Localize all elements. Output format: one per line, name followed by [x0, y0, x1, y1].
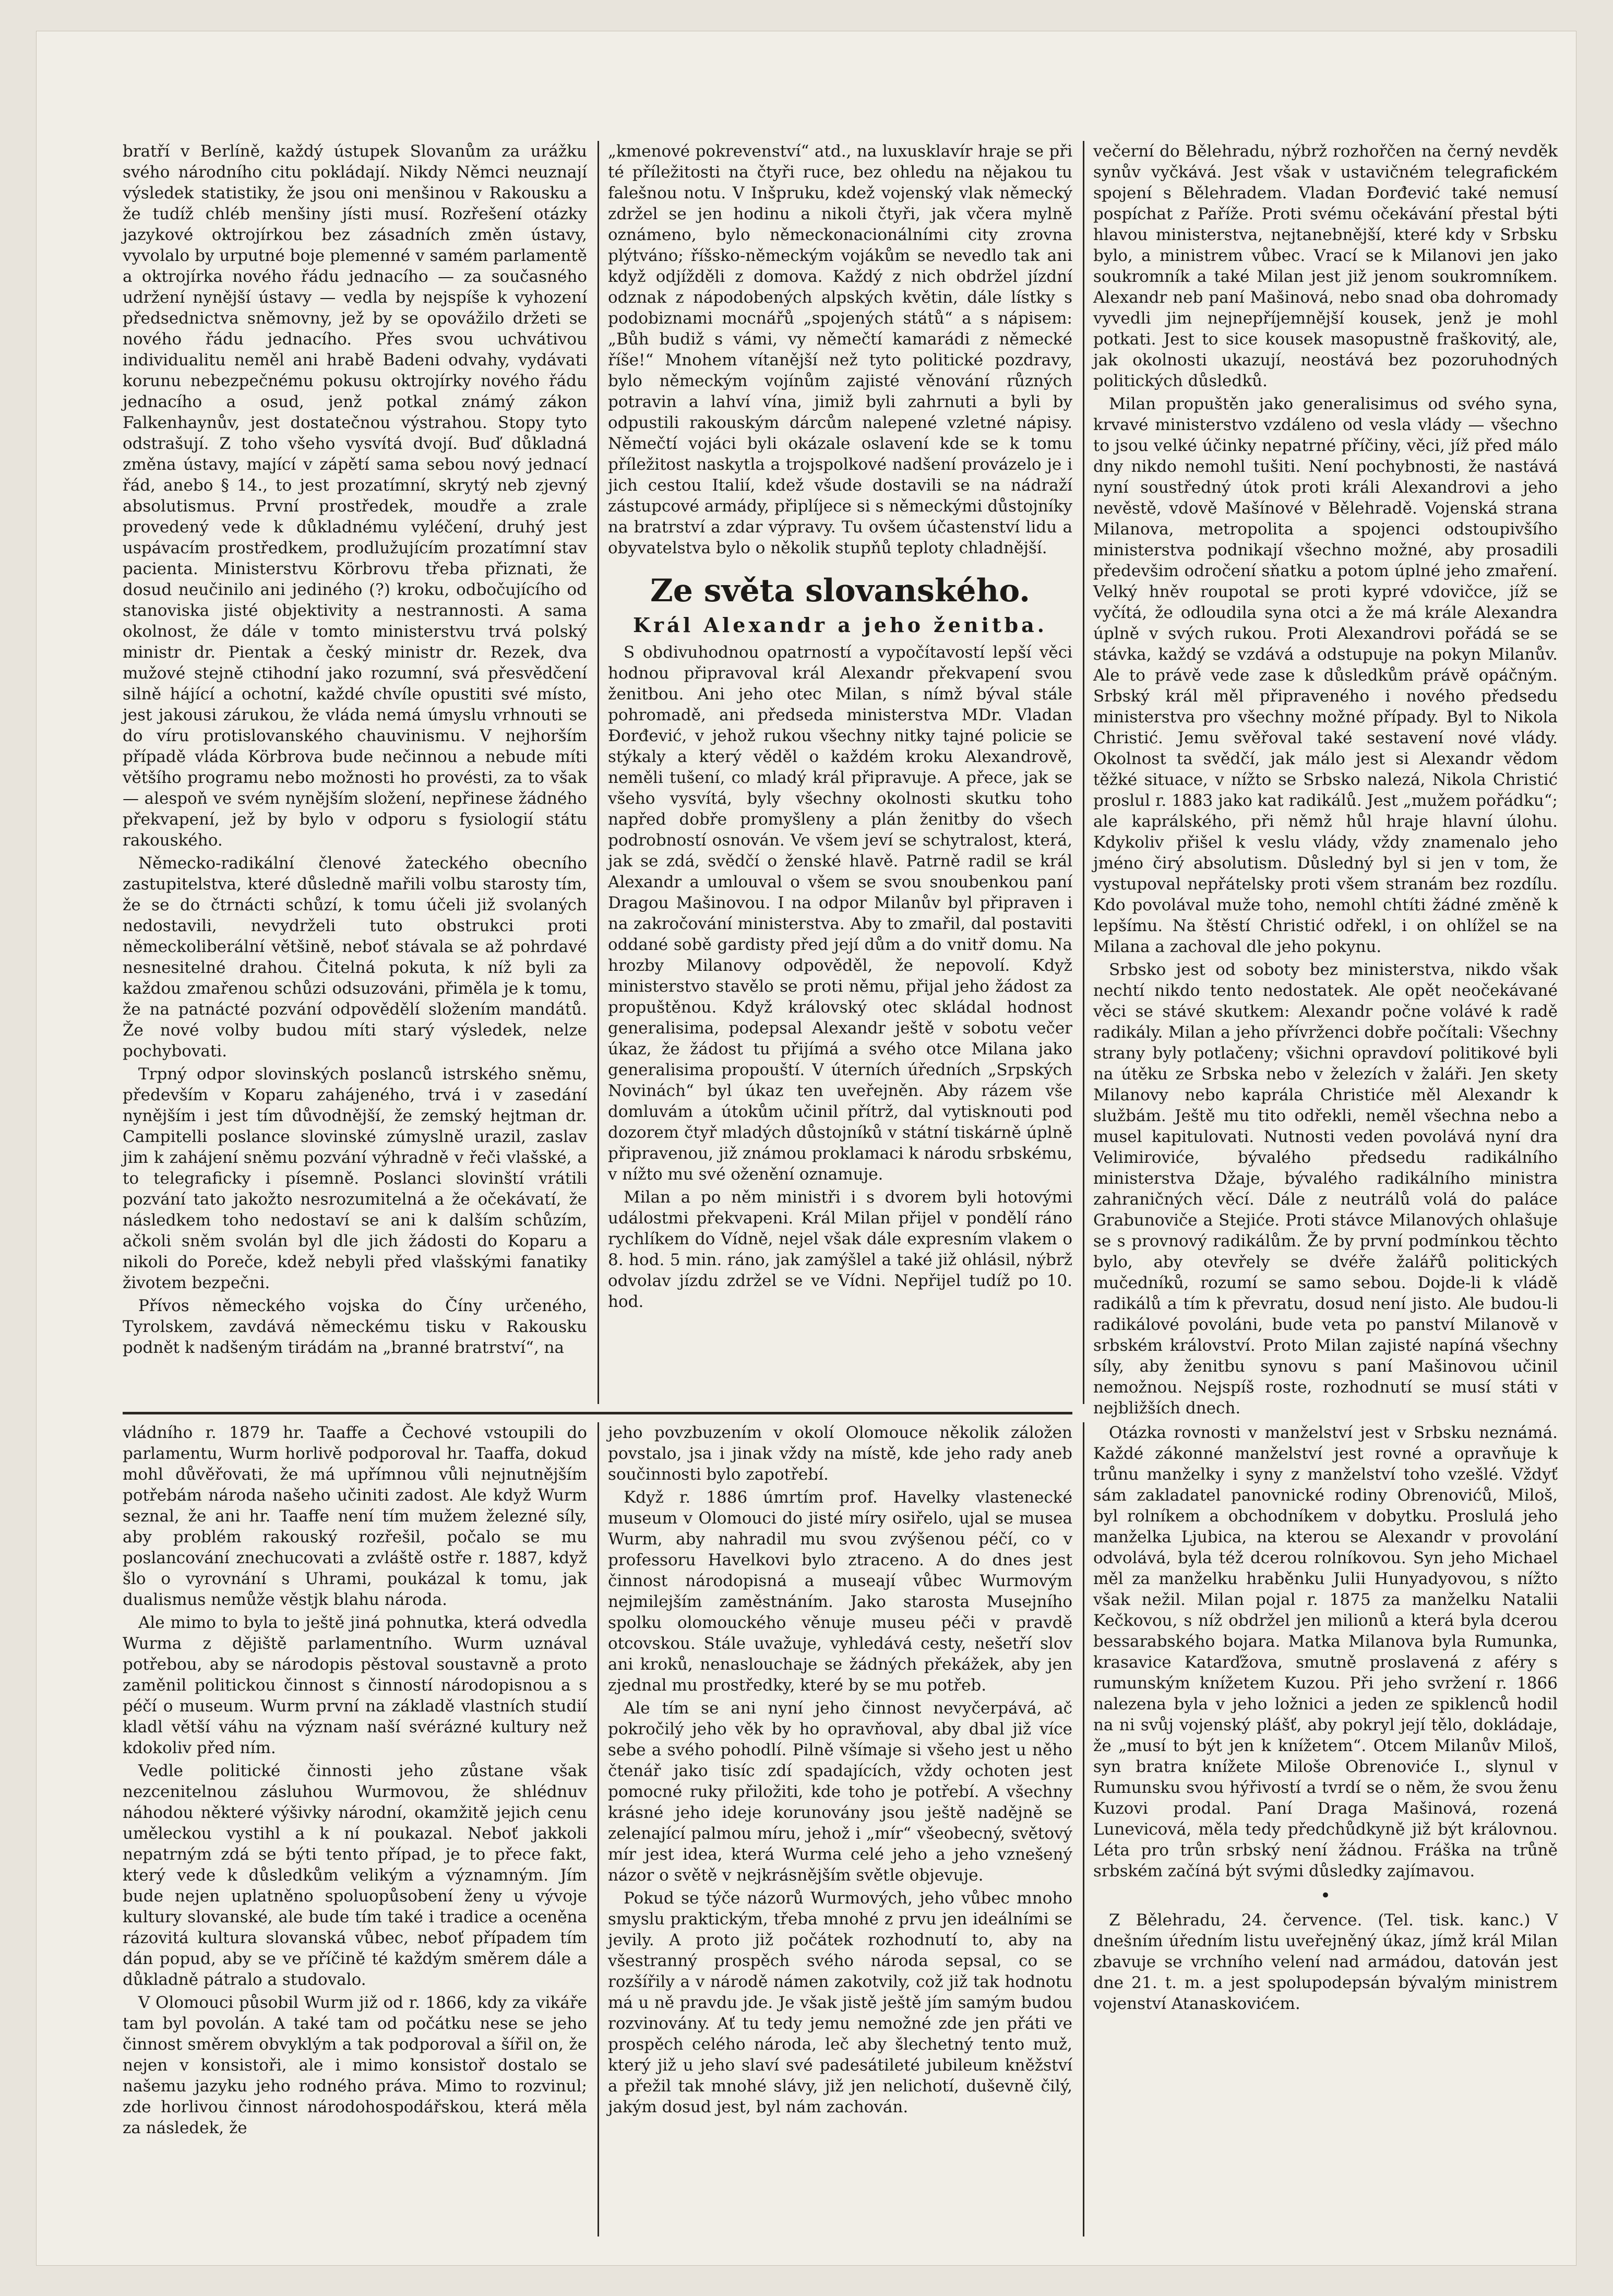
- paragraph-telegram: Z Bělehradu, 24. července. (Tel. tisk. kanc.) V dnešním úředním listu uveřejněný úkaz, jímž král Milan zbavuje se vrchního velení nad armádou, datován jest dne 21. t. m. a jest spolupodepsán bývalým ministrem vojenství Atanaskovićem.: [1093, 1911, 1558, 2013]
- column-divider: [598, 1422, 599, 2236]
- paragraph-zatec: Německo-radikální členové žateckého obecního zastupitelstva, které důsledně mařili volbu starosty tím, že se do čtrnácti schůzí, k tomu účeli již svolaných nedostavili, nevydrželi tuto obstrukci proti německoliberální většině, neboť stávala se až pohrdavé nesnesitelné drahou. Čitelná pokuta, k níž byli za každou zmařenou schůzi odsuzováni, přiměla je k tomu, že na patnácté pozvání odpovědělí složením mandátů. Že nové volby budou míti starý výsledek, nelze pochybovati.: [123, 854, 587, 1061]
- paragraph-alexandr-1: S obdivuhodnou opatrností a vypočítavostí lepší věci hodnou připravoval král Alexandr překvapení svou ženitbou. Ani jeho otec Milan, s nímž býval stále pohromadě, ani předseda ministerstva MDr. Vladan Đorđević, v jehož rukou všechny nitky tajné policie se stýkaly a který věděl o každém kroku Alexandrově, neměli tušení, co mladý král připravuje. A přece, jak se všeho vysvítá, byly všechny okolnosti skutku toho napřed dobře promyšleny a plán ženitby do všech podrobností osnován. Ve všem jeví se schytralost, která, jak se zdá, svědčí o ženské hlavě. Patrně radil se král Alexandr a umlouval o všem se svou snoubenkou paní Dragou Mašinovou. I na odpor Milanův byl připraven i na zakročování ministerstva. Aby to zmařil, dal postaviti oddané sobě gardisty před její dům a do vnitř domu. Na hrozby Milanovy odpověděl, že nepovolí. Když ministerstvo stavělo se proti němu, přijal jeho žádost za propuštěnou. Když královský otec skládal hodnost generalisima, podepsal Alexandr ještě v sobotu večer úkaz, že žádost tu přijímá a svého otce Milana jako generalisima propouští. V úterních úředních „Srpských Novinách“ byl úkaz ten uveřejněn. Aby rázem vše domluvám a útokům učinil přítrž, dal vytisknouti pod dozorem čtyř mladých důstojníků v státní tiskárně úplně připravenou, již známou proklamaci k národu srbskému, v nížto mu své oženění oznamuje.: [608, 643, 1072, 1184]
- newspaper-page: [37, 31, 1576, 2265]
- bottom-column-1: [123, 1422, 587, 2236]
- paragraph-wurm-3: Vedle politické činnosti jeho zůstane však nezcenitelnou zásluhou Wurmovou, že shlédnuv náhodou některé výšivky národní, okamžitě jejich cenu uměleckou vystihl a k ní poukazal. Neboť jakkoli nepatrným zdá se býti tento případ, je to přece fakt, který vede k důsledkům velikým a významným. Jím bude nejen uplatněno spoluopůsobení ženy u vývoje kultury slovanské, ale bude tím také i tradice a oceněna rázovitá kultura slovanská vůbec, neboť případem tím dán popud, aby se ve příčině té každým směrem dále a důkladně pátralo a studovalo.: [123, 1762, 587, 1989]
- paragraph-wurm-2: Ale mimo to byla to ještě jiná pohnutka, která odvedla Wurma z dějiště parlamentního. Wurm uznával potřebou, aby se národopis pěstoval soustavně a proto zaměnil politickou činnost s činností národopisnou a s péčí o museum. Wurm první na základě vlastních studií kladl větší váhu na význam naší svérázné kultury než kdokoliv před ním.: [123, 1613, 587, 1757]
- paragraph-kmenove: „kmenové pokrevenství“ atd., na luxusklavír hraje se při té příležitosti na čtyři ruce, bez ohledu na nějakou tu falešnou notu. V Inšpruku, kdež vojenský vlak německý zdržel se jen hodinu a nikoli čtyři, jak včera mylně oznámeno, bylo německonacionálními city zrovna plýtváno; říšsko-německým vojákům se nevedlo tak ani když odjížděli z domova. Každý z nich obdržel jízdní odznak z nápodobených alpských květin, dále lístky s podobiznami mocnářů „spojených států“ a s nápisem: „Bůh budiž s vámi, vy němečtí kamarádi z německé říše!“ Mnohem vítanější než tyto politické pozdravy, bylo německým vojínům zajisté věnování různých potravin a lahví vína, jimiž byli zahrnuti a byli by odpustili rakouským dárcům nalepené vzletné nápisy. Němečtí vojáci byli okázale oslavení kde se k tomu příležitost naskytla a trojspolkové nadšení provázelo je i jich cestou Italií, kdež všude dostavili se na nádraží zástupcové armády, připlíjece si s německými důstojníky na bratrství a zdar výpravy. Tu ovšem účastenství lidu a obyvatelstva bylo o několik stupňů teploty chladnější.: [608, 142, 1072, 557]
- paragraph-olomouc-4: Pokud se týče názorů Wurmových, jeho vůbec mnoho smyslu praktickým, třeba mnohé z prvu jen ideálními se jevily. A proto již počátek rozhodnutí to, aby na všestranný prospěch svého národa sepsal, co se rozšířily a v národě námen zakotvily, což již tak hodnotu má u ně pravdu jde. Je však jistě ještě jím samým budou rozvinovány. Ať tu tedy jemu nemožné zde jen přáti ve prospěch celého národa, leč aby šlechetný tento muž, který již u jeho slaví své padesátileté jubileum kněžství a přežil tak mnohé slávy, již jen nelichotí, duševně čilý, jakým dosud jest, byl nám zachován.: [608, 1889, 1072, 2116]
- bottom-region: [37, 1422, 1576, 2236]
- top-region: [37, 141, 1576, 1418]
- bottom-column-3: [1093, 1422, 1558, 2236]
- separator-dot: •: [1320, 1885, 1331, 1906]
- paragraph-olomouc-2: Když r. 1886 úmrtím prof. Havelky vlastenecké museum v Olomouci do jisté míry osiřelo, ujal se musea Wurm, aby nahradil mu svou zvýšenou péčí, co v professoru Havelkovi bylo ztraceno. A do dnes jest činnost národopisná a museají vůbec Wurmovým nejmilejším zaměstnáním. Jako starosta Musejního spolku olomouckého věnuje museu péči v pravdě otcovskou. Stále uvažuje, vyhledává cesty, nešetří slov ani kroků, nenaslouchaje se žádných překážek, aby jen zjednal mu prostředky, které by se mu potřeb.: [608, 1488, 1072, 1695]
- paragraph-vojsko: Přívos německého vojska do Číny určeného, Tyrolskem, zavdává německému tisku v Rakousku podnět k nadšeným tirádám na „branné bratrství“, na: [123, 1296, 587, 1357]
- paragraph-srbsko: Srbsko jest od soboty bez ministerstva, nikdo však nechtí nikdo tento nedostatek. Ale opět neočekávané věci se stávé skutkem: Alexandr počne volávé k radě radikály. Milan a jeho přívrženci dobře počítali: Všechny strany byly potlačeny; všichni opravdoví politikové byli na útěku ze Srbska nebo v železích v žaláři. Jen skety Milanovy nebo kaprála Christiće měl Alexandr k službám. Ještě mu tito odřekli, neměl všechna nebo a musel kapitulovati. Nutnosti veden povolává nyní dra Velimiroviće, bývalého předsedu radikálního ministerstva Džaje, bývalého radikálního ministra zahraničných věcí. Dále z neutrálů volá do paláce Grabunoviče a Stejiće. Proti stávce Milanových ohlašuje se s provnový radikálům. Že by první podmínkou těchto bylo, aby otevřely se dvéře žalářů politických mučedníků, rozumí se samo sebou. Dojde-li k vládě radikálů a tím k převratu, dosud není jisto. Ale budou-li radikálové povoláni, bude veta po panství Milanově v srbském království. Proto Milan zajisté napíná všechny síly, aby ženitbu synovu s paní Mašinovou učinil nemožnou. Nejspíš roste, rozhodnutí se musí státi v nejbližších dnech.: [1093, 960, 1558, 1418]
- paragraph-milan-propusten: Milan propuštěn jako generalisimus od svého syna, krvavé ministerstvo vzdáleno od vesla vlády — všechno to jsou velké účinky nepatrné příčiny, věci, jíž před málo dny nikdo nemohl tušiti. Není pochybnosti, že nastává nyní soustředný útok proti králi Alexandrovi a jeho nevěstě, vdově Mašínové v Bělehradě. Vojenská strana Milanova, metropolita a spojenci odstoupivšího ministerstva podnikají všechno možné, aby prosadili předevšim odročení sňatku a potom úplné jeho zmaření. Velký hněv roupotal se proti kypré vdovičce, jíž se vyčítá, že odloudila syna otci a že má krále Alexandra úplně v svých rukou. Proti Alexandrovi pořádá se se stávka, každý se vzdává a odstupuje na pokyn Milanův. Ale to právě vede zase k důsledkům právě opáčným. Srbský král měl připraveného i nového předsedu ministerstva pro všechny možné případy. Byl to Nikola Christić. Jemu svěřoval také sestavení nové vlády. Okolnost ta svědčí, jak málo jest si Alexandr vědom těžké situace, v nížto se Srbsko nalezá, Nikola Christić proslul r. 1883 jako kat radikálů. Jest „mužem pořádku“; ale kaprálského, při němž hůl hraje hlavní úlohu. Kdykoliv přišel k veslu vlády, vždy znamenalo jeho jméno čirý absolutism. Důsledný byl si jen v tom, že vystupoval nepřátelsky proti všem stranám bez rozdílu. Kdo povolával muže toho, nemohl chtíti žádné změně k lepšímu. Na štěstí Christić odřekl, i on ohlížel se na Milana a zachoval dle jeho pokynu.: [1093, 395, 1558, 956]
- column-divider: [1083, 1422, 1084, 2236]
- paragraph-wurm-4: V Olomouci působil Wurm již od r. 1866, kdy za vikáře tam byl povolán. A také tam od počátku nese se jeho činnost směrem obvyklým a tak podporoval a šířil on, že nejen v konsistoři, ale i mimo konsistoř dostalo se našemu jazyku jeho rodného práva. Mimo to rozvinul; zde horlivou činnost národohospodářskou, která měla za následek, že: [123, 1993, 587, 2137]
- top-column-3: [1093, 141, 1558, 1418]
- bottom-column-2: [608, 1422, 1072, 2236]
- paragraph-istria: Trpný odpor slovinských poslanců istrského sněmu, především v Koparu zahájeného, trvá i v zasedání nynějším i jest tím důvodnější, že zemský hejtman dr. Campitelli poslance slovinské zúmyslně urazil, zaslav jim k zahájení sněmu pozvání výhradně v řeči vlašské, a to telegraficky i písemně. Poslanci slovinští vrátili pozvání tato jakožto nesrozumitelná a že očekávatí, že následkem toho nedostaví se ani k dalším schůzím, ačkoli sněm svolán byl dle jich žádosti do Koparu a nikoli do Poreče, kdež nebyli před vlašskými fanatiky životem bezpečni.: [123, 1065, 587, 1292]
- top-column-2: [608, 141, 1072, 1404]
- column-divider: [1083, 141, 1084, 1404]
- section-title: Ze světa slovanského.: [650, 573, 1031, 609]
- paragraph-rovnost: Otázka rovnosti v manželství jest v Srbsku neznámá. Každé zákonné manželství jest rovné a opravňuje k trůnu manželky i syny z manželství toho vzešlé. Vždyť sám zakladatel panovnické rodiny Obrenovićů, Miloš, byl rolníkem a obchodníkem v dobytku. Proslulá jeho manželka Ljubica, na kterou se Alexandr v provolání odvolává, byla též dcerou rolníkovou. Syn jeho Michael měl za manželku hraběnku Julii Hunyadyovou, s nížto však nežil. Milan pojal r. 1875 za manželku Natalii Kečkovou, s níž obdržel jen milionů a která byla dcerou bessarabského bojara. Matka Milanova byla Rumunka, krasavice Katarďžova, smutně proslavená z aféry s rumunským knížetem Kuzou. Při jeho svržení r. 1866 nalezena byla v jeho ložnici a jeden ze spiklenců hodil na ni svůj vojenský plášť, aby pokryl její tělo, dokládaje, že „musí to být jen k knížetem“. Otcem Milanův Miloš, syn bratra knížete Miloše Obrenoviće I., slynul v Rumunsku svou hýřivostí a tvrdí se o něm, že svou ženu Kuzovi prodal. Paní Draga Mašinová, rozená Lunevicová, měla tedy předchůdkyně již být královnou. Léta pro trůn srbský není žádnou. Fráška na trůně srbském začíná být svými důsledky zajímavou.: [1093, 1423, 1558, 1881]
- article-headline: Král Alexandr a jeho ženitba.: [633, 613, 1047, 637]
- paragraph-olomouc-3: Ale tím se ani nyní jeho činnost nevyčerpává, ač pokročilý jeho věk by ho opravňoval, aby dbal již více sebe a svého pohodlí. Pilně všímaje si všeho jest u něho čtenář jako tisíc zdí spadajících, vždy ochoten jest pomocné ruky přiložiti, kde toho je potřebí. A všechny krásné jeho ideje korunovány jsou ještě nadějně se zelenající palmou míru, jehož i „mír“ všeobecný, světový mír jest idea, která Wurma celé jeho a jeho vznešený názor o světě v nejkrásnějším světle objevuje.: [608, 1699, 1072, 1885]
- paragraph-wurm-1: vládního r. 1879 hr. Taaffe a Čechové vstoupili do parlamentu, Wurm horlivě podporoval hr. Taaffa, dokud mohl důvěřovati, že má upřímnou vůli nejnutnějším potřebám národa našeho učiniti zadost. Ale když Wurm seznal, že ani hr. Taaffe není tím mužem železné síly, aby problém rakouský rozřešil, počalo se mu poslancování znechucovati a zvláště ostře r. 1887, když šlo o vyrovnání s Uhrami, poukázal k tomu, jak dualismus nemůže věstjk blahu národa.: [123, 1423, 587, 1609]
- column-divider: [598, 141, 599, 1404]
- horizontal-divider: [123, 1412, 1072, 1414]
- paragraph-bratri: bratří v Berlíně, každý ústupek Slovanům za urážku svého národního citu pokládají. Nikdy Němci neuznají výsledek statistiky, že jsou oni menšinou v Rakousku a že tudíž chléb menšiny jísti musí. Rozřešení otázky jazykové oktrojírkou bez zásadních změn ústavy, vyvolalo by urputné boje plemenné v samém parlamentě a oktrojírka nového řádu jednacího — za současného udržení nynější ústavy — vedla by nejspíše k vyhození předsednictva sněmovny, jež by se opovážilo držeti se nového řádu jednacího. Přes svou uchvátivou individualitu neměl ani hrabě Badeni odvahy, vydávati korunu nebezpečnému pokusu oktrojírky nového řádu jednacího a osud, jenž potkal známý zákon Falkenhaynův, jest dostatečnou výstrahou. Stopy tyto odstrašují. Z toho všeho vysvítá dvojí. Buď důkladná změna ústavy, mající v zápětí sama sebou nový jednací řád, anebo § 14., to jest prozatímní, skrytý neb zjevný absolutismus. První prostředek, moudře a zrale provedený vede k důkladnému vyléčení, druhý jest uspávacím prostředkem, prodlužujícím prozatímní stav pacienta. Ministerstvu Körbrovu třeba přiznati, že dosud neučinilo ani jediného (?) kroku, odbočujícího od stanoviska jisté objektivity a nestrannosti. A sama okolnost, že dále v tomto ministerstvu trvá polský ministr dr. Pientak a český ministr dr. Rezek, dva mužové stejně ctihodní jako rozumní, svá přesvědčení silně hájící a ochotní, každé chvíle opustiti své místo, jest jakousi zárukou, že vláda nemá úmyslu vrhnouti se do víru protislovanského chauvinismu. V nejhorším případě vláda Körbrova bude nečinnou a nebude míti většího programu nebo možnosti ho provésti, za to však — alespoň ve svém nynějším složení, nepřinese žádného překvapení, jež by bylo v odporu s fysiologií státu rakouského.: [123, 142, 587, 850]
- paragraph-olomouc-1: jeho povzbuzením v okolí Olomouce několik záložen povstalo, jsa i jinak vždy na místě, kde jeho rady aneb součinnosti bylo zapotřebí.: [608, 1423, 1072, 1484]
- top-column-1: [123, 141, 587, 1404]
- paragraph-vecerni: večerní do Bělehradu, nýbrž rozhořčen na černý nevděk synův vyčkává. Jest však v ustavičném telegrafickém spojení s Bělehradem. Vladan Đorđević také nemusí pospíchat z Paříže. Proti svému očekávání přestal býti hlavou ministerstva, nejtanebnější, které kdy v Srbsku bylo, a ministrem vůbec. Vrací se k Milanovi jen jako soukromník a také Milan jest již jenom soukromníkem. Alexandr neb paní Mašinová, nebo snad oba dohromady vyvedli jim nejnepříjemnější kousek, jenž je mohl potkati. Jest to sice kousek masopustně fraškovitý, ale, jak okolnosti ukazují, neostává bez pozoruhodných politických důsledků.: [1093, 142, 1558, 390]
- paragraph-alexandr-2: Milan a po něm ministři i s dvorem byli hotovými událostmi překvapeni. Král Milan přijel v pondělí ráno rychlíkem do Vídně, nejel však dále expresním vlakem o 8. hod. 5 min. ráno, jak zamýšlel a také již ohlásil, nýbrž odvolav jízdu zdržel se ve Vídni. Nepřijel tudíž po 10. hod.: [608, 1188, 1072, 1311]
